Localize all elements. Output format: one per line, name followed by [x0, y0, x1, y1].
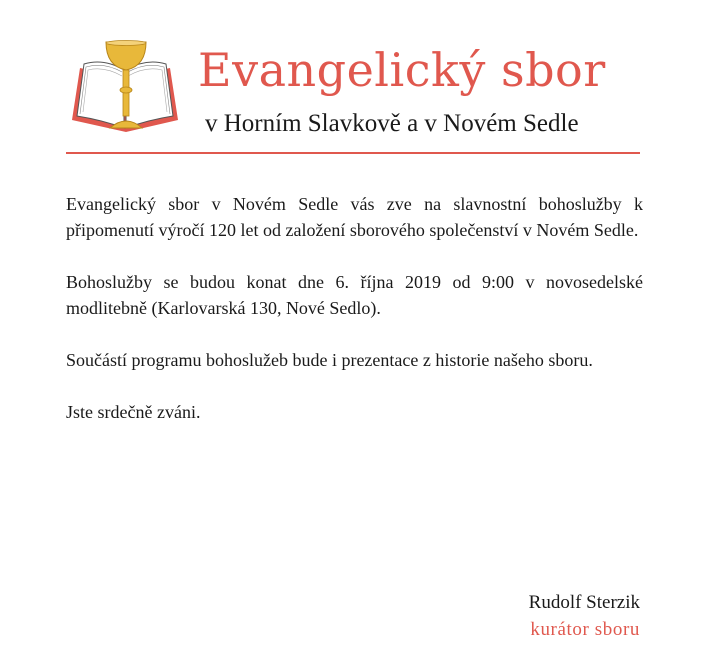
signature-role: kurátor sboru [530, 619, 640, 640]
paragraph-closing: Jste srdečně zváni. [66, 402, 201, 422]
paragraph-program: Součástí programu bohoslužeb bude i prezentace z historie našeho sboru. [66, 350, 593, 370]
page-title: Evangelický sbor [198, 43, 606, 97]
paragraph-date-place: Bohoslužby se budou konat dne 6. října 2019 od 9:00 v novosedelské modlitebně (Karlovarská 130, Nové Sedlo). [66, 272, 643, 318]
header-divider [66, 152, 640, 154]
signature-name: Rudolf Sterzik [528, 592, 640, 613]
letter-body [66, 191, 643, 451]
paragraph-invitation: Evangelický sbor v Novém Sedle vás zve na slavnostní bohoslužby k připomenutí výročí 120 let od založení sborového společenství v Novém Sedle. [66, 194, 643, 240]
page-subtitle: v Horním Slavkově a v Novém Sedle [205, 110, 579, 137]
chalice-on-open-bible-icon [66, 40, 184, 140]
signature-block [529, 590, 640, 644]
